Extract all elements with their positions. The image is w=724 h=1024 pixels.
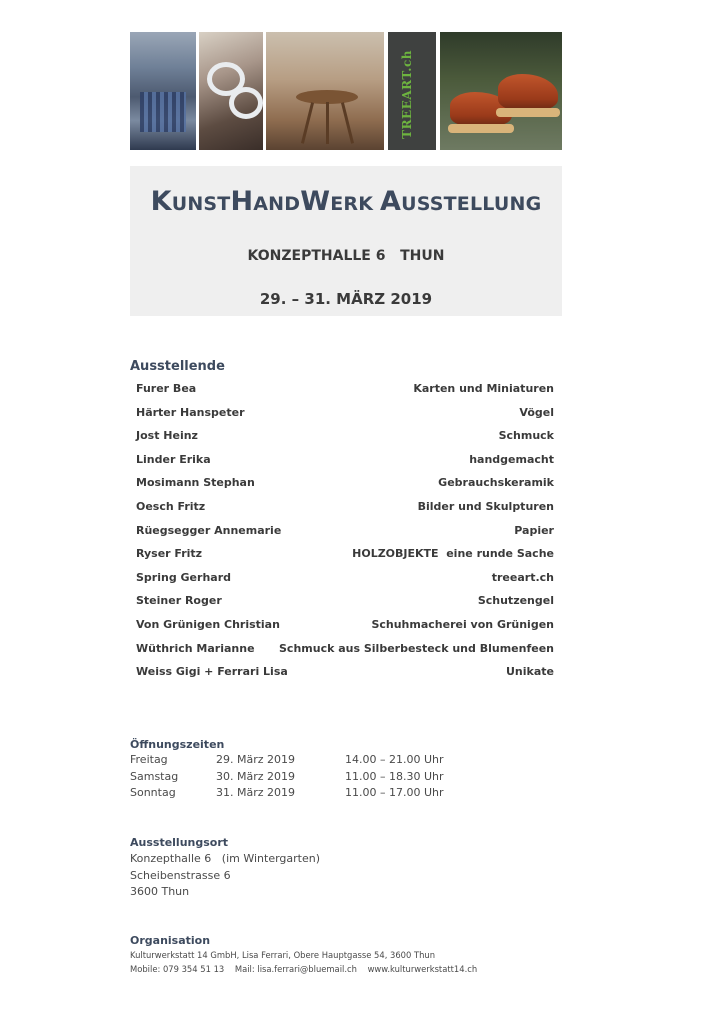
address-line: Scheibenstrasse 6 — [130, 868, 231, 882]
exhibitor-row — [136, 500, 554, 524]
exhibitor-name: Furer Bea — [136, 382, 197, 395]
exhibitor-craft: Bilder und Skulpturen — [417, 499, 554, 513]
exhibitor-row — [136, 547, 554, 571]
exhibitor-name: Von Grünigen Christian — [136, 617, 280, 631]
exhibitor-row — [136, 524, 554, 548]
opening-time: 14.00 – 21.00 Uhr — [345, 753, 444, 766]
address-line: Konzepthalle 6 (im Wintergarten) — [130, 852, 321, 865]
exhibitor-name: Steiner Roger — [136, 594, 222, 608]
photo-wooden-table — [266, 32, 384, 150]
exhibitor-craft: Gebrauchskeramik — [438, 476, 554, 490]
exhibitor-name: Rüegsegger Annemarie — [136, 523, 282, 537]
opening-time: 11.00 – 18.30 Uhr — [345, 769, 444, 783]
exhibitor-craft: handgemacht — [469, 452, 554, 466]
exhibitor-name: Ryser Fritz — [136, 547, 203, 561]
exhibitor-craft: Karten und Miniaturen — [413, 382, 554, 395]
exhibitor-craft: Schutzengel — [477, 594, 554, 608]
exhibitor-row — [136, 571, 554, 595]
opening-hours-row — [130, 753, 460, 770]
exhibitor-name: Mosimann Stephan — [136, 476, 255, 490]
exhibitor-name: Weiss Gigi + Ferrari Lisa — [136, 665, 288, 679]
exhibitor-craft: HOLZOBJEKTE eine runde Sache — [352, 547, 554, 561]
exhibitor-craft: Unikate — [506, 665, 554, 679]
photo-strip — [130, 32, 562, 150]
exhibitor-name: Oesch Fritz — [136, 499, 206, 513]
exhibitor-craft: treeart.ch — [491, 570, 554, 584]
opening-day: Freitag — [130, 753, 168, 766]
photo-leather-shoes — [440, 32, 562, 150]
exhibitor-craft: Vögel — [519, 405, 554, 419]
organisation-contact-line: Mobile: 079 354 51 13 Mail: lisa.ferrari@bluemail.ch www.kulturwerkstatt14.ch — [130, 963, 478, 974]
exhibitor-row — [136, 406, 554, 430]
opening-day: Sonntag — [130, 786, 176, 799]
exhibitor-name: Jost Heinz — [136, 429, 198, 443]
opening-day: Samstag — [130, 769, 179, 783]
opening-hours-table — [130, 753, 460, 803]
exhibitor-name: Wüthrich Marianne — [136, 641, 255, 655]
exhibitor-row — [136, 429, 554, 453]
exhibitor-name: Härter Hanspeter — [136, 405, 245, 419]
photo-treeart-logo — [388, 32, 436, 150]
organisation-address: Kulturwerkstatt 14 GmbH, Lisa Ferrari, Obere Hauptgasse 54, 3600 Thun — [130, 950, 436, 960]
title-banner — [130, 166, 562, 316]
location-heading: Ausstellungsort — [130, 836, 229, 849]
treeart-logo-text: TREEART.ch — [400, 50, 414, 139]
exhibitor-name: Spring Gerhard — [136, 570, 231, 584]
exhibitor-craft: Schmuck aus Silberbesteck und Blumenfeen — [279, 641, 554, 655]
exhibition-dates: 29. – 31. MÄRZ 2019 — [259, 290, 433, 308]
opening-time: 11.00 – 17.00 Uhr — [345, 786, 444, 799]
venue-subtitle: KONZEPTHALLE 6 THUN — [247, 248, 445, 264]
exhibition-title: KUNSTHANDWERK AUSSTELLUNG — [150, 186, 542, 217]
address-line: 3600 Thun — [130, 885, 190, 898]
opening-date: 31. März 2019 — [216, 786, 296, 799]
exhibitor-name: Linder Erika — [136, 452, 211, 466]
opening-date: 29. März 2019 — [216, 753, 296, 766]
exhibitor-row — [136, 665, 554, 689]
opening-hours-row — [130, 786, 460, 803]
photo-silver-rings — [199, 32, 263, 150]
organisation-heading: Organisation — [130, 934, 211, 947]
organisation-contact — [130, 949, 477, 976]
opening-hours-row — [130, 770, 460, 787]
exhibitors-heading: Ausstellende — [130, 359, 225, 374]
exhibitor-craft: Schuhmacherei von Grünigen — [371, 617, 554, 631]
exhibitor-row — [136, 453, 554, 477]
exhibitor-row — [136, 382, 554, 406]
photo-textile-stack — [130, 32, 196, 150]
opening-date: 30. März 2019 — [216, 769, 296, 783]
opening-hours-heading: Öffnungszeiten — [130, 738, 225, 751]
exhibitor-row — [136, 476, 554, 500]
exhibitor-row — [136, 594, 554, 618]
exhibitors-list — [136, 382, 554, 689]
exhibitor-craft: Schmuck — [498, 429, 554, 443]
location-address — [130, 851, 320, 901]
exhibitor-craft: Papier — [514, 523, 554, 537]
exhibitor-row — [136, 642, 554, 666]
exhibitor-row — [136, 618, 554, 642]
